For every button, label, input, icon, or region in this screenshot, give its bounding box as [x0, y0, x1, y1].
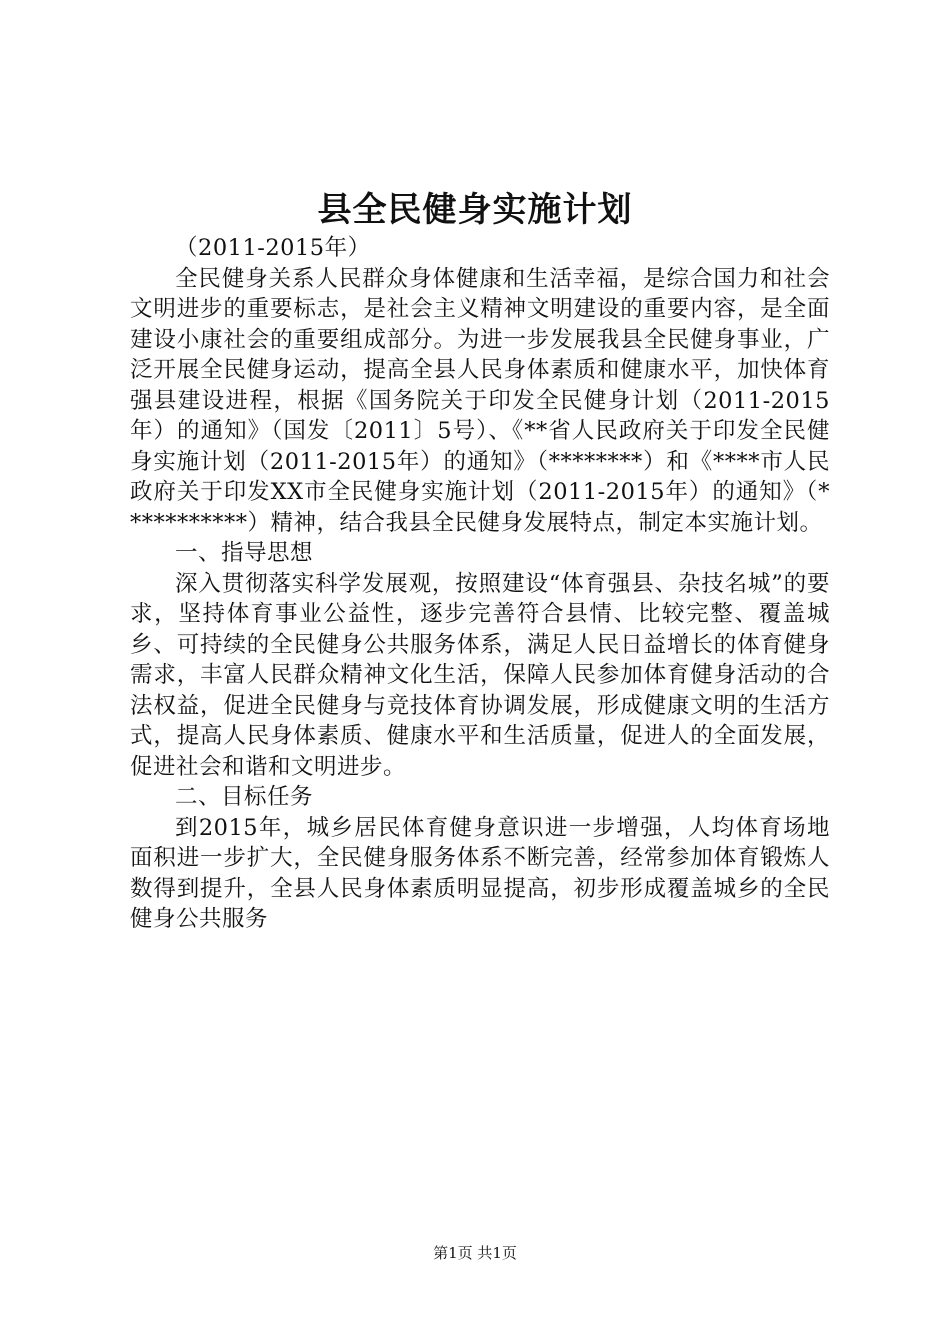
section-heading-guiding-ideology: 一、指导思想: [175, 540, 314, 566]
guiding-ideology-paragraph: 深入贯彻落实科学发展观，按照建设“体育强县、杂技名城”的要求，坚持体育事业公益性，逐步完善符合县情、比较完整、覆盖城乡、可持续的全民健身公共服务体系，满足人民日益增长的体育健身需求，丰富人民群众精神文化生活，保障人民参加体育健身活动的合法权益，促进全民健身与竞技体育协调发展，形成健康文明的生活方式，提高人民身体素质、健康水平和生活质量，促进人的全面发展，促进社会和谐和文明进步。: [130, 570, 830, 780]
document-body: [130, 233, 830, 935]
page-footer: 第1页 共1页: [433, 1244, 517, 1262]
date-range-subtitle: （2011-2015年）: [175, 235, 371, 261]
section-heading-goals: 二、目标任务: [175, 784, 314, 810]
goals-paragraph: 到2015年，城乡居民体育健身意识进一步增强，人均体育场地面积进一步扩大，全民健身服务体系不断完善，经常参加体育锻炼人数得到提升，全县人民身体素质明显提高，初步形成覆盖城乡的全民健身公共服务: [130, 814, 830, 932]
document-title: 县全民健身实施计划: [317, 190, 633, 230]
intro-paragraph: 全民健身关系人民群众身体健康和生活幸福，是综合国力和社会文明进步的重要标志，是社会主义精神文明建设的重要内容，是全面建设小康社会的重要组成部分。为进一步发展我县全民健身事业，广泛开展全民健身运动，提高全县人民身体素质和健康水平，加快体育强县建设进程，根据《国务院关于印发全民健身计划（2011-2015年）的通知》（国发〔2011〕5号）、《**省人民政府关于印发全民健身实施计划（2011-2015年）的通知》（********）和《****市人民政府关于印发XX市全民健身实施计划（2011-2015年）的通知》（***********）精神，结合我县全民健身发展特点，制定本实施计划。: [130, 265, 830, 536]
